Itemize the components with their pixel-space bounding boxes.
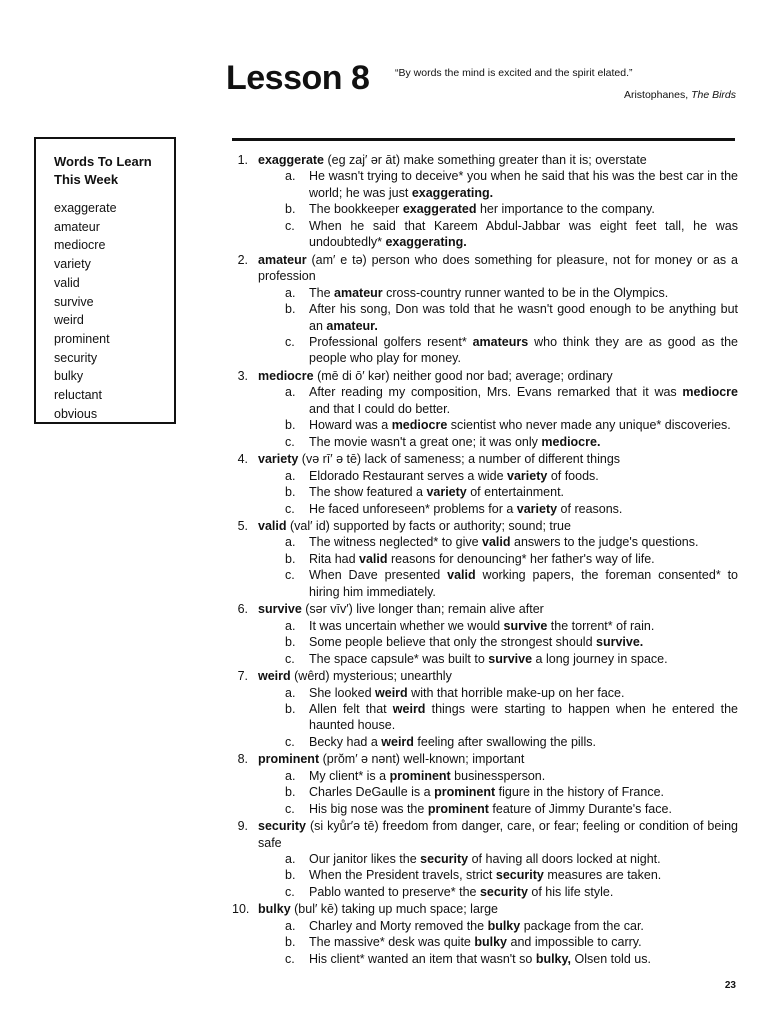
example-text: When the President travels, strict <box>309 868 496 883</box>
example-sentence <box>285 567 738 600</box>
example-list <box>258 685 738 751</box>
example-keyword: weird <box>375 685 408 700</box>
example-text: It was uncertain whether we would <box>309 618 504 633</box>
entry-number: 9. <box>237 819 248 834</box>
example-keyword: amateur <box>334 285 383 300</box>
entry-pronunciation-definition: (am′ e tə) person who does something for pleasure, not for money or as a profession <box>258 252 738 284</box>
example-sentence <box>285 501 738 517</box>
entry-definition <box>258 451 738 467</box>
example-text: Howard was a <box>309 418 392 433</box>
word-list-item: mediocre <box>54 238 106 253</box>
example-letter: b. <box>285 868 296 883</box>
word-list-item: bulky <box>54 369 84 384</box>
example-sentence <box>285 168 738 201</box>
entry-pronunciation-definition: (bul′ kē) taking up much space; large <box>290 902 498 917</box>
word-list-item: security <box>54 350 98 365</box>
vocabulary-entry <box>232 668 738 750</box>
example-text: things were starting to happen when he entered the haunted house. <box>309 701 738 733</box>
entry-word: variety <box>258 452 299 467</box>
example-text: measures are taken. <box>543 868 662 883</box>
entry-definition <box>258 901 738 917</box>
word-list-item: obvious <box>54 406 98 421</box>
entry-pronunciation-definition: (eg zaj′ ər āt) make something greater than it is; overstate <box>324 153 647 167</box>
example-sentence <box>285 867 738 883</box>
entry-number: 2. <box>237 252 248 267</box>
epigraph-quote: “By words the mind is excited and the spirit elated.” <box>395 67 633 79</box>
example-keyword: security <box>495 868 544 883</box>
example-text: She looked <box>309 685 376 700</box>
example-text: When Dave presented <box>309 568 448 583</box>
entry-definition <box>258 601 738 617</box>
word-list-item: reluctant <box>54 388 102 403</box>
example-text: After reading my composition, Mrs. Evans remarked that it was <box>309 385 683 400</box>
example-text: and that I could do better. <box>309 401 451 416</box>
example-keyword: mediocre. <box>541 434 601 449</box>
example-keyword: valid <box>359 551 388 566</box>
entry-number: 4. <box>237 452 248 467</box>
example-text: Becky had a <box>309 734 382 749</box>
example-list <box>258 618 738 667</box>
example-keyword: weird <box>392 701 426 716</box>
attribution-work: The Birds <box>691 89 736 101</box>
entry-number: 3. <box>237 368 248 383</box>
entry-pronunciation-definition: (prŏm′ ə nənt) well-known; important <box>319 752 525 767</box>
example-sentence <box>285 784 738 800</box>
lesson-title: Lesson 8 <box>226 59 370 97</box>
entry-definition <box>258 368 738 384</box>
words-to-learn-box <box>34 137 176 424</box>
example-sentence <box>285 851 738 867</box>
example-letter: c. <box>285 884 295 899</box>
example-letter: a. <box>285 385 296 400</box>
entry-number: 7. <box>237 669 248 684</box>
example-text: Professional golfers resent* <box>309 334 473 349</box>
example-keyword: prominent <box>389 768 451 783</box>
entry-definition <box>258 818 738 851</box>
example-letter: b. <box>285 935 296 950</box>
example-keyword: amateurs <box>472 334 529 349</box>
example-keyword: security <box>479 884 528 899</box>
header-rule <box>232 138 735 141</box>
example-text: He wasn't trying to deceive* you when he said that his was the best car in the world; he was just <box>309 169 738 200</box>
example-letter: a. <box>285 285 296 300</box>
example-sentence <box>285 701 738 734</box>
entry-number: 6. <box>237 602 248 617</box>
example-sentence <box>285 201 738 217</box>
epigraph-attribution <box>624 88 736 102</box>
vocabulary-entry <box>232 518 738 600</box>
entry-word: weird <box>258 669 291 684</box>
entry-word: exaggerate <box>258 153 325 167</box>
entry-number: 10. <box>232 902 250 917</box>
example-keyword: survive. <box>596 635 644 650</box>
example-text: of foods. <box>547 468 599 483</box>
word-list <box>54 199 174 423</box>
example-text: package from the car. <box>520 918 644 933</box>
vocabulary-entry <box>232 601 738 667</box>
example-text: The movie wasn't a great one; it was only <box>309 434 542 449</box>
example-letter: a. <box>285 169 296 184</box>
example-text: Olsen told us. <box>571 951 651 966</box>
example-sentence <box>285 768 738 784</box>
example-letter: a. <box>285 618 296 633</box>
entry-word: bulky <box>258 902 291 917</box>
example-keyword: security <box>420 852 469 867</box>
vocabulary-entry <box>232 818 738 900</box>
example-keyword: variety <box>516 501 558 516</box>
example-letter: b. <box>285 302 296 317</box>
word-list-item: prominent <box>54 331 110 346</box>
example-letter: b. <box>285 418 296 433</box>
vocabulary-entries <box>232 152 738 968</box>
example-list <box>258 285 738 367</box>
example-sentence <box>285 634 738 650</box>
entry-word: amateur <box>258 252 307 267</box>
word-list-item: valid <box>54 275 80 290</box>
example-text: cross-country runner wanted to be in the Olympics. <box>382 285 669 300</box>
example-sentence <box>285 734 738 750</box>
entry-word: prominent <box>258 752 320 767</box>
words-box-heading-line1: Words To Learn <box>54 154 152 169</box>
example-sentence <box>285 218 738 251</box>
example-list <box>258 168 738 250</box>
example-text: and impossible to carry. <box>507 935 642 950</box>
entry-definition <box>258 518 738 534</box>
example-keyword: weird <box>381 734 414 749</box>
example-sentence <box>285 484 738 500</box>
example-sentence <box>285 285 738 301</box>
entry-definition <box>258 668 738 684</box>
example-text: of reasons. <box>557 501 623 516</box>
example-keyword: exaggerating. <box>411 185 494 200</box>
example-letter: b. <box>285 785 296 800</box>
example-text: The <box>309 285 335 300</box>
example-text: The space capsule* was built to <box>309 651 489 666</box>
example-keyword: amateur. <box>326 318 378 333</box>
page-number: 23 <box>724 980 736 991</box>
entry-word: security <box>258 819 306 834</box>
example-keyword: prominent <box>427 801 489 816</box>
example-text: who think they are as good as the people who play for money. <box>309 334 738 366</box>
example-letter: b. <box>285 202 296 217</box>
example-letter: c. <box>285 951 295 966</box>
example-sentence <box>285 384 738 417</box>
example-letter: b. <box>285 551 296 566</box>
example-text: a long journey in space. <box>532 651 668 666</box>
example-keyword: variety <box>426 485 467 500</box>
example-letter: c. <box>285 568 295 583</box>
example-letter: b. <box>285 485 296 500</box>
example-text: His big nose was the <box>309 801 428 816</box>
word-list-item: survive <box>54 294 94 309</box>
word-list-item: weird <box>54 313 84 328</box>
example-list <box>258 384 738 450</box>
example-letter: a. <box>285 918 296 933</box>
word-list-item: amateur <box>54 219 100 234</box>
example-keyword: mediocre <box>391 418 448 433</box>
word-list-item: exaggerate <box>54 201 117 215</box>
example-text: working papers, the foreman consented* to hiring him immediately. <box>309 568 739 599</box>
example-keyword: mediocre <box>682 385 738 400</box>
example-list <box>258 851 738 900</box>
example-sentence <box>285 951 738 967</box>
example-text: The witness neglected* to give <box>309 535 483 550</box>
example-letter: c. <box>285 501 295 516</box>
example-text: her importance to the company. <box>476 202 655 217</box>
example-keyword: valid <box>447 568 476 583</box>
example-sentence <box>285 884 738 900</box>
example-sentence <box>285 434 738 450</box>
example-letter: c. <box>285 801 295 816</box>
example-letter: a. <box>285 468 296 483</box>
example-letter: c. <box>285 334 295 349</box>
example-list <box>258 468 738 517</box>
example-keyword: survive <box>488 651 533 666</box>
example-text: feeling after swallowing the pills. <box>413 734 596 749</box>
example-text: His client* wanted an item that wasn't so <box>309 951 536 966</box>
vocabulary-entry <box>232 451 738 517</box>
example-text: Charles DeGaulle is a <box>309 785 435 800</box>
vocabulary-entry <box>232 751 738 817</box>
example-keyword: bulky, <box>535 951 572 966</box>
vocabulary-entry <box>232 252 738 367</box>
example-letter: c. <box>285 651 295 666</box>
example-list <box>258 918 738 967</box>
example-text: with that horrible make-up on her face. <box>407 685 625 700</box>
example-letter: a. <box>285 852 296 867</box>
entry-number: 8. <box>237 752 248 767</box>
example-text: The massive* desk was quite <box>309 935 475 950</box>
example-letter: a. <box>285 685 296 700</box>
example-keyword: variety <box>507 468 548 483</box>
example-list <box>258 534 738 600</box>
entry-word: valid <box>258 518 287 533</box>
vocabulary-entry <box>232 368 738 450</box>
example-sentence <box>285 934 738 950</box>
attribution-author: Aristophanes, <box>623 89 692 101</box>
entry-pronunciation-definition: (wêrd) mysterious; unearthly <box>290 669 452 684</box>
entry-word: mediocre <box>258 368 314 383</box>
example-sentence <box>285 534 738 550</box>
example-text: Pablo wanted to preserve* the <box>309 884 480 899</box>
entry-pronunciation-definition: (və rī′ ə tē) lack of sameness; a number of different things <box>298 452 621 467</box>
example-text: Our janitor likes the <box>309 852 421 867</box>
example-letter: c. <box>285 218 295 233</box>
example-text: Charley and Morty removed the <box>309 918 488 933</box>
entry-pronunciation-definition: (si kyůr′ə tē) freedom from danger, care, or fear; feeling or condition of being safe <box>258 819 738 850</box>
example-sentence <box>285 801 738 817</box>
example-text: answers to the judge's questions. <box>510 535 699 550</box>
example-sentence <box>285 618 738 634</box>
entry-number: 5. <box>237 518 248 533</box>
example-text: scientist who never made any unique* discoveries. <box>447 418 731 433</box>
entry-definition <box>258 152 738 168</box>
example-keyword: valid <box>482 535 511 550</box>
example-keyword: bulky <box>487 918 521 933</box>
entry-word: survive <box>258 602 302 617</box>
word-list-item: variety <box>54 257 91 272</box>
example-text: reasons for denouncing* her father's way of life. <box>387 551 655 566</box>
example-sentence <box>285 918 738 934</box>
example-sentence <box>285 551 738 567</box>
example-text: of entertainment. <box>466 485 565 500</box>
example-text: The show featured a <box>309 485 427 500</box>
example-text: Some people believe that only the strongest should <box>309 635 596 650</box>
example-text: figure in the history of France. <box>495 785 665 800</box>
example-text: When he said that Kareem Abdul-Jabbar was eight feet tall, he was undoubtedly* <box>309 218 738 250</box>
vocabulary-entry <box>232 152 738 251</box>
example-letter: a. <box>285 535 296 550</box>
example-sentence <box>285 301 738 334</box>
example-text: My client* is a <box>309 768 390 783</box>
example-sentence <box>285 651 738 667</box>
entry-pronunciation-definition: (mē di ō′ kər) neither good nor bad; average; ordinary <box>313 368 613 383</box>
entry-pronunciation-definition: (val′ id) supported by facts or authority; sound; true <box>286 518 571 533</box>
example-text: businessperson. <box>450 768 546 783</box>
example-keyword: bulky <box>474 935 508 950</box>
example-keyword: prominent <box>434 785 496 800</box>
example-sentence <box>285 468 738 484</box>
example-keyword: survive <box>503 618 548 633</box>
entry-definition <box>258 252 738 285</box>
example-text: He faced unforeseen* problems for a <box>309 501 517 516</box>
example-keyword: exaggerating. <box>385 235 467 250</box>
example-letter: c. <box>285 734 295 749</box>
example-text: Allen felt that <box>309 701 393 716</box>
example-text: Eldorado Restaurant serves a wide <box>309 468 508 483</box>
example-text: After his song, Don was told that he wasn't good enough to be anything but an <box>309 302 738 333</box>
example-text: the torrent* of rain. <box>547 618 655 633</box>
example-text: Rita had <box>309 551 360 566</box>
example-sentence <box>285 417 738 433</box>
vocabulary-entry <box>232 901 738 967</box>
example-sentence <box>285 334 738 367</box>
example-text: The bookkeeper <box>309 202 403 217</box>
example-text: of having all doors locked at night. <box>468 852 661 867</box>
example-text: of his life style. <box>527 884 614 899</box>
example-keyword: exaggerated <box>402 202 477 217</box>
example-letter: c. <box>285 434 295 449</box>
example-text: feature of Jimmy Durante's face. <box>488 801 672 816</box>
words-box-heading-line2: This Week <box>54 172 119 187</box>
entry-number: 1. <box>237 153 248 167</box>
example-sentence <box>285 685 738 701</box>
example-letter: b. <box>285 635 296 650</box>
example-letter: a. <box>285 768 296 783</box>
example-letter: b. <box>285 701 296 716</box>
entry-pronunciation-definition: (sər vīv′) live longer than; remain alive after <box>301 602 544 617</box>
example-list <box>258 768 738 817</box>
entry-definition <box>258 751 738 767</box>
